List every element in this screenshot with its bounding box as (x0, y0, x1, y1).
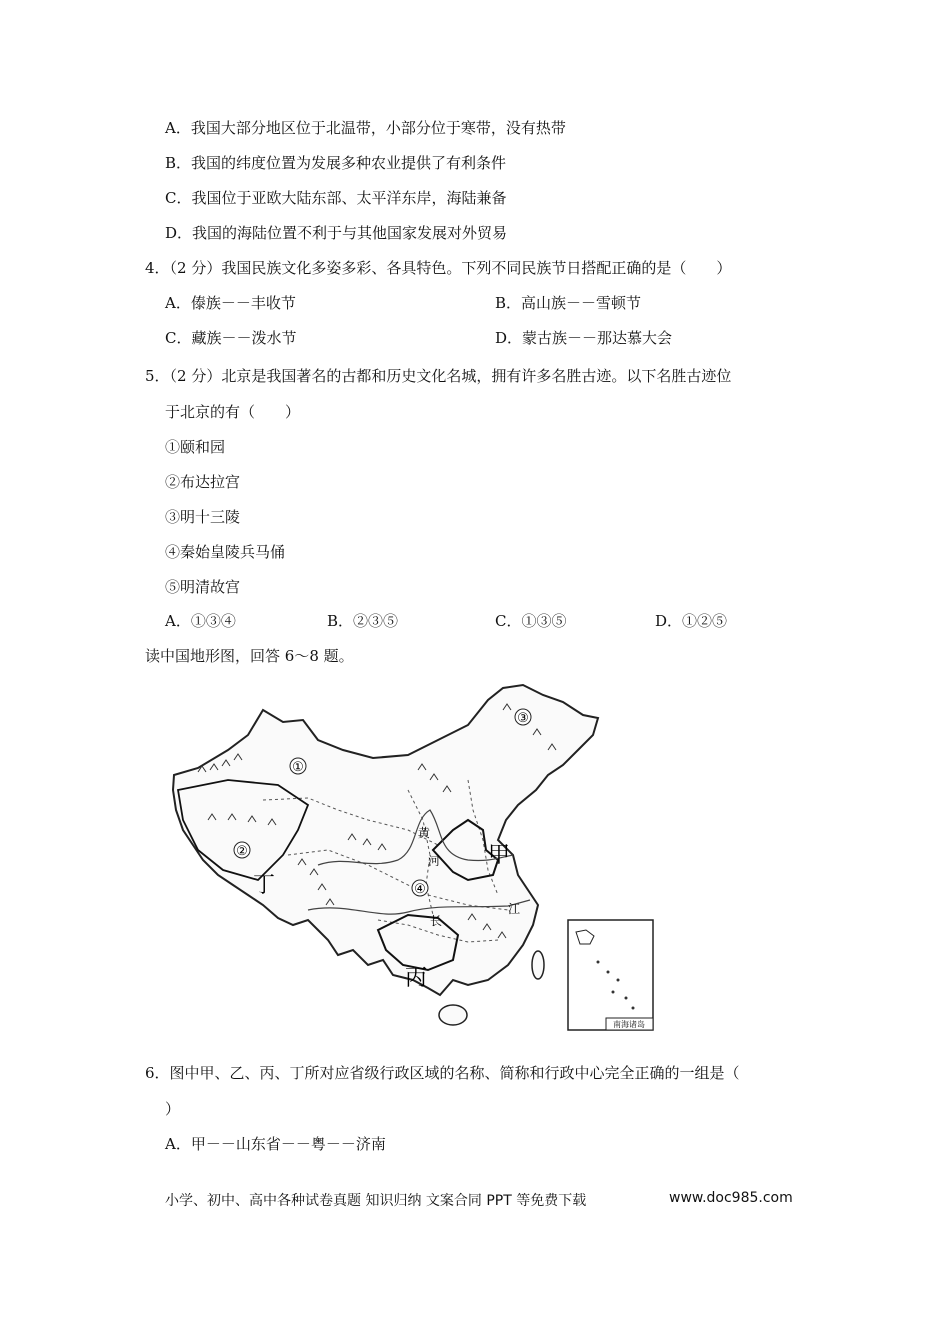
q6-stem-line1: 6．图中甲、乙、丙、丁所对应省级行政区域的名称、简称和行政中心完全正确的一组是（ (145, 1064, 740, 1082)
q5-option-b: B．②③⑤ (327, 612, 399, 630)
svg-text:①: ① (292, 760, 304, 775)
inset-label: 南海诸岛 (613, 1020, 645, 1029)
q5-option-a: A．①③④ (165, 612, 236, 630)
label-chang: 长 (430, 914, 443, 928)
q3-option-c: C．我国位于亚欧大陆东部、太平洋东岸，海陆兼备 (165, 189, 507, 207)
svg-text:②: ② (236, 844, 248, 859)
q4-option-c: C．藏族－－泼水节 (165, 329, 297, 347)
marker-2 (234, 842, 250, 859)
q3-option-a: A．我国大部分地区位于北温带，小部分位于寒带，没有热带 (165, 119, 566, 137)
label-bing: 丙 (405, 966, 428, 991)
q5-stem-line2: 于北京的有（ ） (165, 403, 301, 421)
footer (165, 1190, 793, 1210)
q5-item-2: ②布达拉宫 (165, 473, 241, 491)
china-terrain-map (168, 680, 688, 1040)
china-map-svg (168, 680, 688, 1040)
svg-text:④: ④ (414, 882, 426, 897)
q5-item-3: ③明十三陵 (165, 508, 241, 526)
q5-item-1: ①颐和园 (165, 438, 226, 456)
q5-stem-line1: 5．（2 分）北京是我国著名的古都和历史文化名城，拥有许多名胜古迹。以下名胜古迹位 (145, 367, 732, 385)
label-huang: 黄 (418, 826, 431, 840)
label-he: 河 (428, 854, 441, 868)
label-ding: 丁 (253, 873, 276, 898)
q4-option-a: A．傣族－－丰收节 (165, 294, 296, 312)
q3-option-d: D．我国的海陆位置不利于与其他国家发展对外贸易 (165, 224, 508, 242)
taiwan-island (532, 951, 544, 979)
q5-item-5: ⑤明清故宫 (165, 578, 241, 596)
q5-item-4: ④秦始皇陵兵马俑 (165, 543, 286, 561)
south-china-sea-inset (568, 920, 653, 1030)
hainan-island (439, 1005, 467, 1025)
q4-option-d: D．蒙古族－－那达慕大会 (495, 329, 673, 347)
q4-option-b: B．高山族－－雪顿节 (495, 294, 642, 312)
footer-url[interactable]: www.doc985.com (669, 1190, 793, 1206)
marker-3 (515, 709, 531, 726)
q5-option-d: D．①②⑤ (655, 612, 728, 630)
marker-4 (412, 880, 428, 897)
label-jia: 甲 (488, 843, 511, 868)
q6-option-a: A．甲－－山东省－－粤－－济南 (165, 1135, 386, 1153)
q5-option-c: C．①③⑤ (495, 612, 567, 630)
svg-text:③: ③ (517, 711, 529, 726)
marker-1 (290, 758, 306, 775)
q3-option-b: B．我国的纬度位置为发展多种农业提供了有利条件 (165, 154, 507, 172)
footer-text: 小学、初中、高中各种试卷真题 知识归纳 文案合同 PPT 等免费下载 (165, 1193, 587, 1209)
q6-stem-line2: ） (165, 1100, 181, 1118)
map-intro: 读中国地形图，回答 6～8 题。 (145, 647, 354, 665)
label-jiang: 江 (508, 902, 521, 916)
q4-stem: 4．（2 分）我国民族文化多姿多彩、各具特色。下列不同民族节日搭配正确的是（ ） (145, 259, 732, 277)
